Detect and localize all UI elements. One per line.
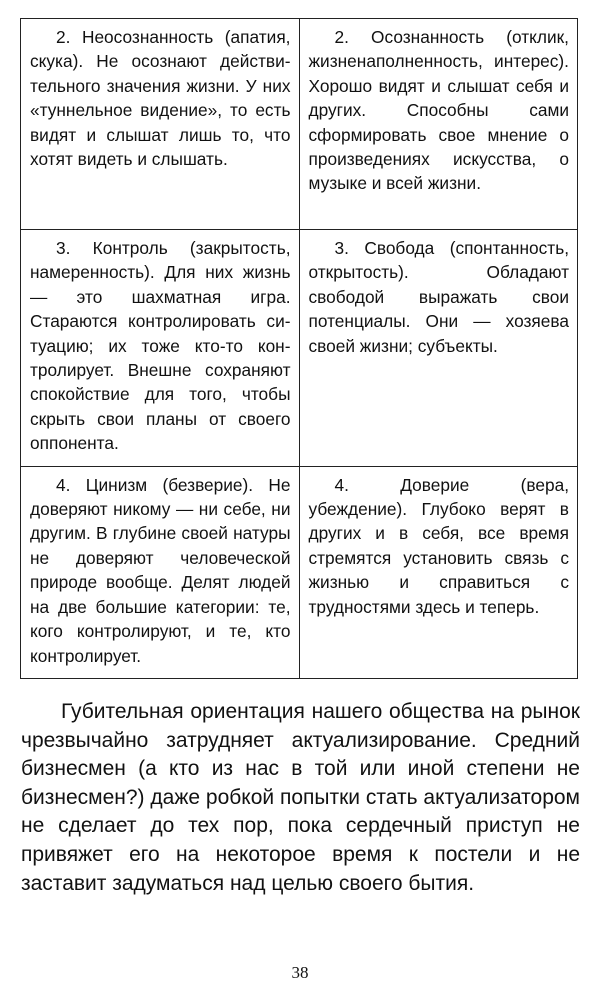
table-cell-right [299, 466, 578, 678]
table-cell-left [21, 230, 300, 467]
cell-text: 2. Неосознанность (апатия, скука). Не осознают действительного значения жизни. У них «туннельное видение», то есть видят и слышат лишь то, что хотят видеть и слышать. [30, 27, 291, 170]
cell-text: 3. Свобода (спонтанность, открытость). Обладают свободой выражать свои потенциалы. Они — хозяева своей жизни; субъекты. [308, 238, 569, 356]
body-paragraph: Губительная ориентация нашего общества на рынок чрезвычайно затрудняет актуализирование. Средний бизнесмен (а кто из нас в той или иной степени не бизнесмен?) даже робкой попытки стать актуализатором не сделает до тех пор, пока сердечный приступ не привяжет его на некоторое время к постели и не заставит задуматься над целью своего бытия. [21, 700, 580, 895]
table-cell-left [21, 19, 300, 230]
cell-text: 3. Контроль (закрытость, намеренность). Для них жизнь — это шахматная игра. Стараются контролировать ситуацию; их тоже кто-то контролирует. Внешне сохраняют спокойствие для того, чтобы скрыть свои планы от своего оппонента. [30, 238, 291, 454]
table-cell-right [299, 19, 578, 230]
cell-text: 4. Доверие (вера, убеждение). Глубоко верят в других и в себя, все время стремятся установить связь с жизнью и справиться с трудностями здесь и теперь. [308, 474, 569, 617]
table-cell-left [21, 466, 300, 678]
table-cell-right [299, 230, 578, 467]
page-number: 38 [291, 963, 309, 982]
cell-text: 4. Цинизм (безверие). Не доверяют никому — ни себе, ни другим. В глубине своей натуры не доверяют человеческой природе вообще. Делят людей на две большие категории: те, кого контролируют, и те, кто контролирует. [30, 474, 291, 666]
comparison-table [20, 18, 578, 679]
table-row [21, 230, 578, 467]
table-row [21, 19, 578, 230]
cell-text: 2. Осознанность (отклик, жизненаполненность, интерес). Хорошо видят и слышат себя и других. Способны сами сформировать свое мнение о произведениях искусства, о музыке и всей жизни. [308, 27, 569, 194]
table-row [21, 466, 578, 678]
